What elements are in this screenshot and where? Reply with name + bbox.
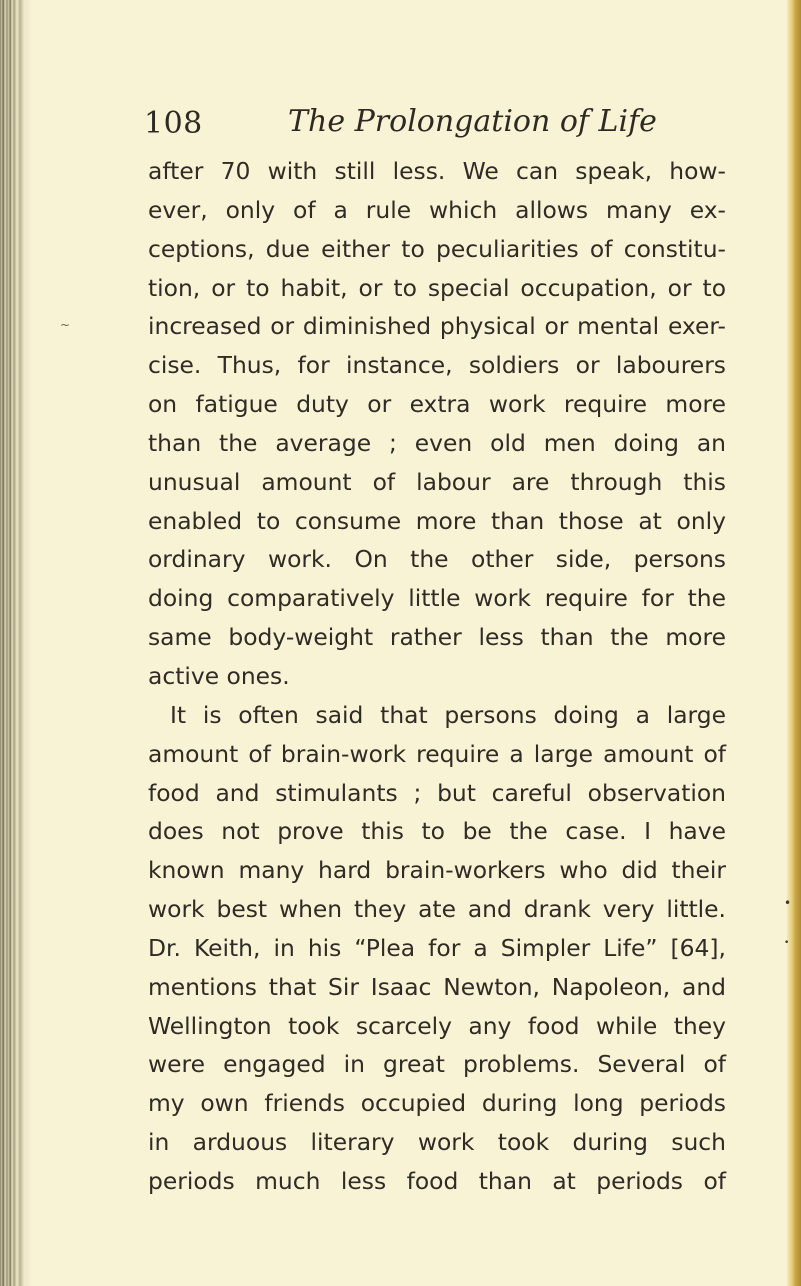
text-line: increased or diminished physical or mental exer- bbox=[148, 312, 726, 341]
text-line: same body-weight rather less than the more bbox=[148, 623, 726, 652]
body-text bbox=[148, 152, 726, 1201]
text-line: on fatigue duty or extra work require more bbox=[148, 390, 726, 419]
text-line: ordinary work. On the other side, persons bbox=[148, 545, 726, 574]
text-line: cise. Thus, for instance, soldiers or labourers bbox=[148, 351, 726, 380]
text-line: does not prove this to be the case. I have bbox=[148, 817, 726, 846]
text-line: in arduous literary work took during such bbox=[148, 1128, 726, 1157]
text-line: periods much less food than at periods of bbox=[148, 1166, 726, 1195]
running-title: The Prolongation of Life bbox=[288, 104, 657, 139]
margin-dot-mark: • bbox=[784, 938, 790, 948]
text-line: were engaged in great problems. Several of bbox=[148, 1050, 726, 1079]
text-line: after 70 with still less. We can speak, how- bbox=[148, 157, 726, 185]
margin-bullet-mark: • bbox=[784, 896, 792, 910]
margin-dash-mark: ~ bbox=[60, 318, 71, 332]
text-line: mentions that Sir Isaac Newton, Napoleon, and bbox=[148, 972, 726, 1001]
book-binding-shadow bbox=[0, 0, 34, 1286]
text-line: known many hard brain-workers who did their bbox=[148, 856, 726, 885]
text-line: enabled to consume more than those at only bbox=[148, 506, 726, 535]
page-edge bbox=[787, 0, 801, 1286]
text-line: doing comparatively little work require for the bbox=[148, 584, 726, 613]
text-line: amount of brain-work require a large amount of bbox=[148, 739, 726, 768]
text-line: Wellington took scarcely any food while they bbox=[148, 1011, 726, 1040]
text-line: tion, or to habit, or to special occupation, or to bbox=[148, 273, 726, 302]
text-line: active ones. bbox=[148, 661, 290, 690]
text-line: than the average ; even old men doing an bbox=[148, 428, 726, 457]
text-line: ceptions, due either to peculiarities of constitu- bbox=[148, 234, 726, 263]
text-line: work best when they ate and drank very little. bbox=[148, 895, 726, 924]
text-line: food and stimulants ; but careful observation bbox=[148, 778, 726, 807]
text-line: unusual amount of labour are through this bbox=[148, 467, 726, 496]
text-line: ever, only of a rule which allows many ex- bbox=[148, 195, 726, 224]
page-number: 108 bbox=[144, 106, 203, 141]
text-line: It is often said that persons doing a large bbox=[170, 700, 726, 729]
text-line: Dr. Keith, in his “Plea for a Simpler Life” [64], bbox=[148, 933, 726, 962]
text-line: my own friends occupied during long periods bbox=[148, 1089, 726, 1118]
